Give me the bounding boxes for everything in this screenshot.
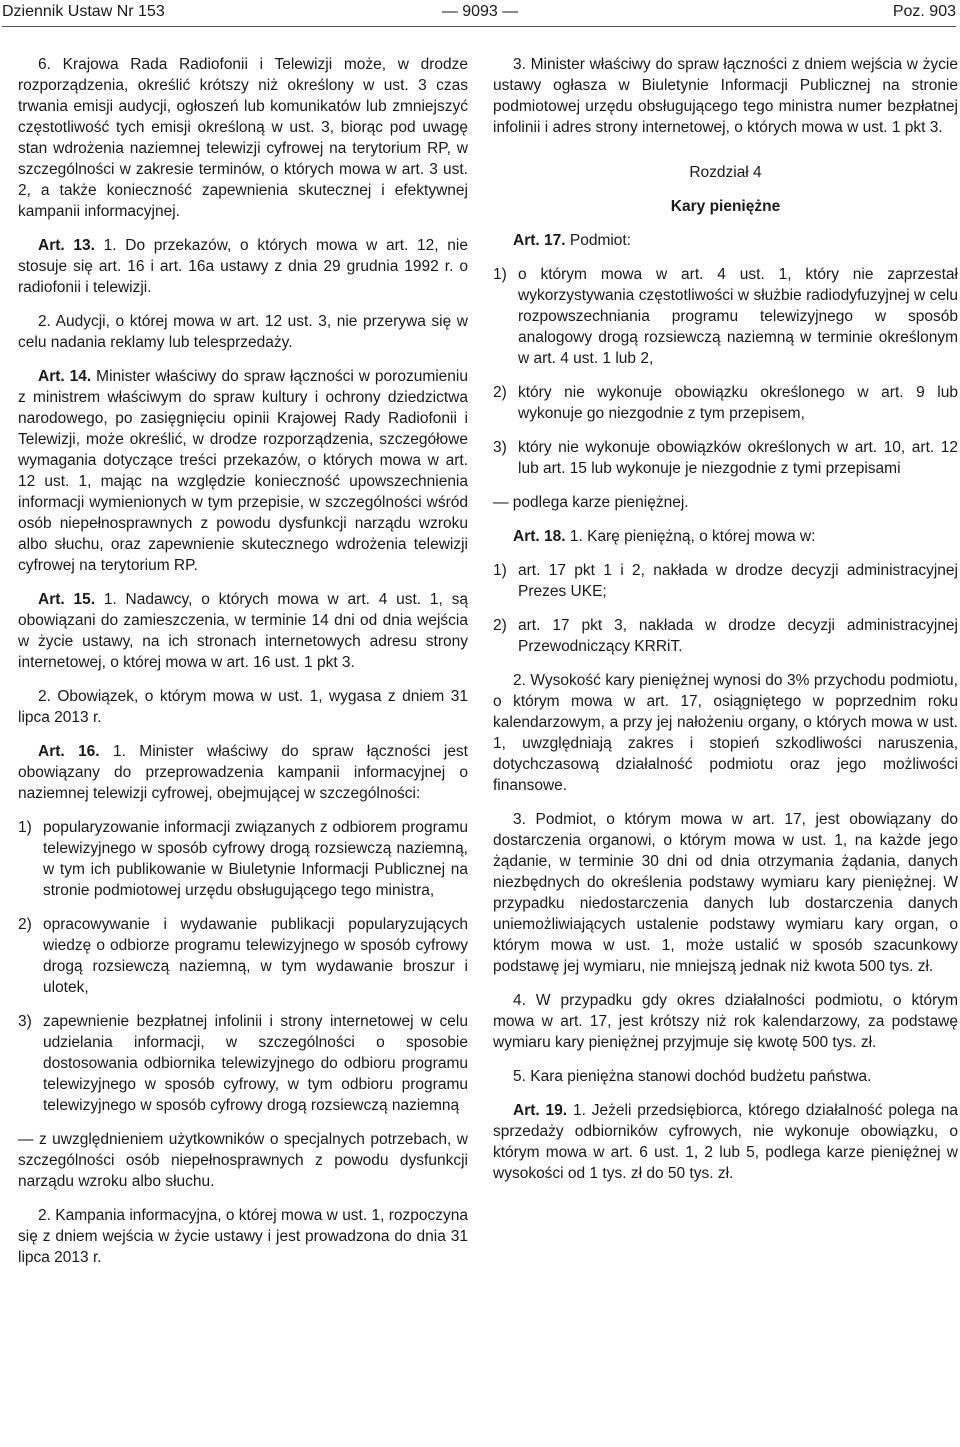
art-17-text: Podmiot: [565, 232, 632, 249]
list-item-text: który nie wykonuje obowiązków określonych w art. 10, art. 12 lub art. 15 lub wykonuje je niezgodnie z tymi przepisami [518, 439, 958, 477]
list-item-number: 1) [493, 266, 507, 283]
left-column [18, 54, 468, 1268]
art-16-label: Art. 16. [38, 743, 100, 760]
paragraph-3: 3. Minister właściwy do spraw łączności z dniem wejścia w życie ustawy ogłasza w Biuletynie Informacji Publicznej na stronie podmiotowej urzędu obsługującego tego ministra numer bezpłatnej infolinii i adres strony internetowej, o których mowa w ust. 1 pkt 3. [493, 56, 958, 136]
list-item [493, 437, 958, 479]
list-item-text: popularyzowanie informacji związanych z odbiorem programu telewizyjnego w sposób cyfrowy drogą rozsiewczą naziemną, w tym ich publikowanie w Biuletynie Informacji Publicznej na stronie podmiotowej urzędu obsługującego tego ministra, [43, 819, 468, 899]
page-number: — 9093 — [441, 3, 519, 20]
list-item-text: zapewnienie bezpłatnej infolinii i strony internetowej w celu udzielania informacji, w szczególności o sposobie dostosowania odbiornika telewizyjnego do odbioru programu telewizyjnego w sposób cyfrowy, w tym odbioru programu telewizyjnego w sposób cyfrowy drogą rozsiewczą naziemną [43, 1013, 468, 1114]
list-item-number: 1) [18, 819, 32, 836]
art-14-text: Minister właściwy do spraw łączności w porozumieniu z ministrem właściwym do spraw kultury i ochrony dziedzictwa narodowego, po zasięgnięciu opinii Krajowej Rady Radiofonii i Telewizji, może określić, w drodze rozporządzenia, szczegółowe wymagania dotyczące treści przekazów, o których mowa w art. 12 ust. 1, mając na względzie konieczność upowszechnienia informacji wymienionych w tym przepisie, w szczególności wśród osób niepełnosprawnych z powodu dysfunkcji narządu wzroku albo słuchu, oraz zapewnienie skutecznego wdrożenia telewizji cyfrowej na terytorium RP. [18, 368, 468, 574]
art-15-text: 1. Nadawcy, o których mowa w art. 4 ust. 1, są obowiązani do zamieszczenia, w terminie 14 dni od dnia wejścia w życie ustawy, na ich stronach internetowych adresu strony internetowej, o której mowa w art. 16 ust. 1 pkt 3. [18, 591, 468, 671]
page-header [0, 0, 960, 24]
art-18-paragraph [493, 526, 958, 547]
paragraph-6: 6. Krajowa Rada Radiofonii i Telewizji może, w drodze rozporządzenia, określić krótszy niż określony w ust. 3 czas trwania emisji audycji, ogłoszeń lub komunikatów lub zmniejszyć częstotliwość tych emisji określoną w ust. 3, biorąc pod uwagę stan wdrożenia naziemnej telewizji cyfrowej na terytorium RP, w szczególności w zakresie terminów, o których mowa w art. 3 ust. 2, a także konieczność zapewnienia skutecznej i efektywnej kampanii informacyjnej. [18, 56, 468, 220]
chapter-number: Rozdział 4 [689, 164, 762, 181]
journal-title: Dziennik Ustaw Nr 153 [2, 3, 165, 20]
list-item [493, 560, 958, 602]
list-item-number: 1) [493, 562, 507, 579]
right-column [493, 54, 958, 1184]
art-19-text: 1. Jeżeli przedsiębiorca, którego działalność polega na sprzedaży odbiorników cyfrowych, nie wykonuje obowiązku, o którym mowa w art. 6 ust. 1, 2 lub 5, podlega karze pieniężnej w wysokości od 1 tys. zł do 50 tys. zł. [493, 1102, 958, 1182]
position-number: Poz. 903 [892, 3, 956, 20]
art-18-ust-5: 5. Kara pieniężna stanowi dochód budżetu państwa. [513, 1068, 872, 1085]
list-item [18, 1011, 468, 1116]
art-13-text: 1. Do przekazów, o których mowa w art. 12, nie stosuje się art. 16 i art. 16a ustawy z dnia 29 grudnia 1992 r. o radiofonii i telewizji. [18, 237, 468, 296]
list-item [18, 817, 468, 901]
art-17-paragraph [493, 230, 958, 251]
art-13-paragraph [18, 235, 468, 298]
chapter-title: Kary pieniężne [670, 198, 781, 215]
art-15-paragraph [18, 589, 468, 673]
list-item [493, 264, 958, 369]
list-item-number: 2) [493, 617, 507, 634]
art-16-dash-clause: — z uwzględnieniem użytkowników o specjalnych potrzebach, w szczególności osób niepełnosprawnych z powodu dysfunkcji narządu wzroku albo słuchu. [18, 1131, 468, 1190]
art-18-ust-4: 4. W przypadku gdy okres działalności podmiotu, o którym mowa w art. 17, jest krótszy niż rok kalendarzowy, za podstawę wymiaru kary pieniężnej przyjmuje się kwotę 500 tys. zł. [493, 992, 958, 1051]
art-14-paragraph [18, 366, 468, 576]
art-16-text: 1. Minister właściwy do spraw łączności jest obowiązany do przeprowadzenia kampanii informacyjnej o naziemnej telewizji cyfrowej, obejmującej w szczególności: [18, 743, 468, 802]
list-item-text: art. 17 pkt 1 i 2, nakłada w drodze decyzji administracyjnej Prezes UKE; [518, 562, 958, 600]
art-13-label: Art. 13. [38, 237, 95, 254]
art-18-text: 1. Karę pieniężną, o której mowa w: [565, 528, 816, 545]
art-18-ust-2: 2. Wysokość kary pieniężnej wynosi do 3% przychodu podmiotu, o którym mowa w art. 17, osiągniętego w poprzednim roku kalendarzowym, a przy jej nałożeniu organy, o których mowa w ust. 1, uwzględniają zakres i stopień szkodliwości naruszenia, dotychczasową działalność podmiotu oraz jego możliwości finansowe. [493, 672, 958, 794]
art-18-ust-3: 3. Podmiot, o którym mowa w art. 17, jest obowiązany do dostarczenia organowi, o którym mowa w ust. 1, na każde jego żądanie, w terminie 30 dni od dnia otrzymania żądania, danych niezbędnych do określenia podstawy wymiaru kary pieniężnej. W przypadku niedostarczenia danych lub dostarczenia danych uniemożliwiających ustalenie podstawy wymiaru kary organ, o którym mowa w ust. 1, może ustalić w sposób szacunkowy podstawę jej wymiaru, nie mniejszą jednak niż kwota 500 tys. zł. [493, 811, 958, 975]
art-15-label: Art. 15. [38, 591, 96, 608]
art-17-label: Art. 17. [513, 232, 566, 249]
list-item-text: art. 17 pkt 3, nakłada w drodze decyzji administracyjnej Przewodniczący KRRiT. [518, 617, 958, 655]
list-item-number: 2) [18, 916, 32, 933]
list-item [493, 615, 958, 657]
art-17-dash-clause: — podlega karze pieniężnej. [493, 494, 689, 511]
art-15-ust-2: 2. Obowiązek, o którym mowa w ust. 1, wygasa z dniem 31 lipca 2013 r. [18, 688, 468, 726]
header-rule [2, 26, 956, 27]
art-16-ust-2: 2. Kampania informacyjna, o której mowa w ust. 1, rozpoczyna się z dniem wejścia w życie ustawy i jest prowadzona do dnia 31 lipca 2013 r. [18, 1207, 468, 1266]
list-item-text: o którym mowa w art. 4 ust. 1, który nie zaprzestał wykorzystywania częstotliwości w służbie radiodyfuzyjnej w celu rozpowszechniania programu telewizyjnego w sposób analogowy drogą rozsiewczą naziemną w terminie określonym w art. 4 ust. 1 lub 2, [518, 266, 958, 367]
list-item-number: 2) [493, 384, 507, 401]
list-item [493, 382, 958, 424]
list-item-number: 3) [18, 1013, 32, 1030]
art-19-paragraph [493, 1100, 958, 1184]
art-16-paragraph [18, 741, 468, 804]
list-item-text: opracowywanie i wydawanie publikacji popularyzujących wiedzę o odbiorze programu telewizyjnego w sposób cyfrowy drogą rozsiewczą naziemną, w tym wydawanie broszur i ulotek, [43, 916, 468, 996]
art-19-label: Art. 19. [513, 1102, 568, 1119]
art-13-ust-2: 2. Audycji, o której mowa w art. 12 ust. 3, nie przerywa się w celu nadania reklamy lub telesprzedaży. [18, 313, 468, 351]
list-item-number: 3) [493, 439, 507, 456]
list-item [18, 914, 468, 998]
art-14-label: Art. 14. [38, 368, 92, 385]
list-item-text: który nie wykonuje obowiązku określonego w art. 9 lub wykonuje go niezgodnie z tym przepisem, [518, 384, 958, 422]
art-18-label: Art. 18. [513, 528, 566, 545]
